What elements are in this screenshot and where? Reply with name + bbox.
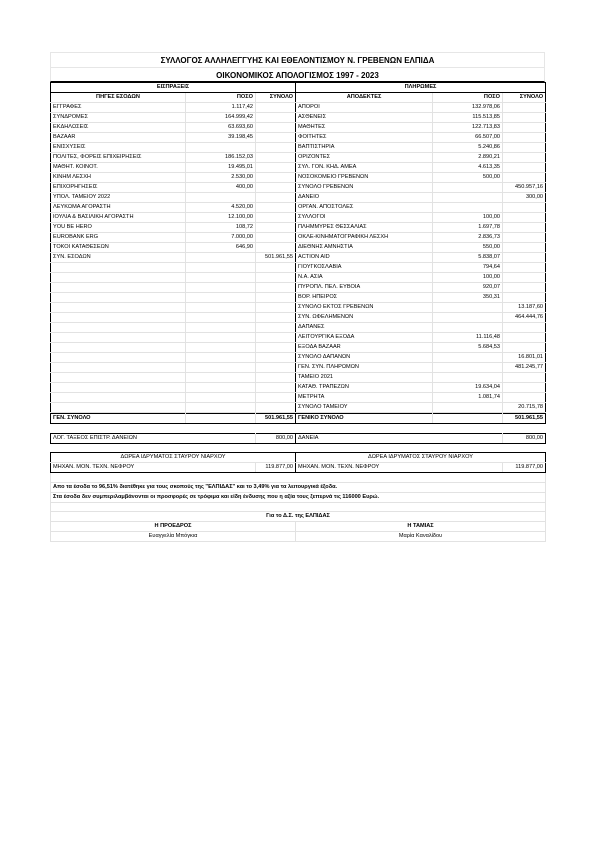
loans-left-label: ΛΟΓ. ΤΑΞΕΟΣ ΕΠΙΣΤΡ. ΔΑΝΕΙΩΝ xyxy=(51,433,256,443)
income-source-cell: ΚΙΝΗΜ ΛΕΣΧΗ xyxy=(51,173,186,183)
payment-amount-cell: 100,00 xyxy=(433,213,503,223)
income-source-cell: ΕΓΓΡΑΦΕΣ xyxy=(51,103,186,113)
table-row xyxy=(51,263,546,273)
table-row xyxy=(51,353,546,363)
payment-amount-cell xyxy=(433,373,503,383)
payment-recipient-cell: ΓΕΝ. ΣΥΝ. ΠΛΗΡΩΜΩΝ xyxy=(296,363,433,373)
income-source-cell xyxy=(51,363,186,373)
income-amount-cell xyxy=(186,263,256,273)
payment-recipient-cell: ΣΥΝ. ΩΦΕΛΗΜΕΝΩΝ xyxy=(296,313,433,323)
payment-total-cell xyxy=(503,343,546,353)
income-amount-cell xyxy=(186,383,256,393)
income-amount-cell: 164.999,42 xyxy=(186,113,256,123)
income-amount-cell: 2.530,00 xyxy=(186,173,256,183)
income-total-cell xyxy=(256,193,296,203)
loans-right-label: ΔΑΝΕΙΑ xyxy=(296,433,503,443)
income-source-cell: ΙΟΥΛΙΑ & ΒΑΣΙΛΙΚΗ ΑΓΟΡΑΣΤΗ xyxy=(51,213,186,223)
income-amount-cell xyxy=(186,343,256,353)
payment-amount-cell xyxy=(433,193,503,203)
payment-recipient-cell: ΔΑΠΑΝΕΣ xyxy=(296,323,433,333)
payment-total-cell xyxy=(503,103,546,113)
payment-total-cell xyxy=(503,373,546,383)
income-source-cell: ΕΠΙΧΟΡΗΓΗΣΕΙΣ xyxy=(51,183,186,193)
payment-total-cell xyxy=(503,243,546,253)
payment-recipient-cell: ΓΙΟΥΓΚΟΣΛΑΒΙΑ xyxy=(296,263,433,273)
table-row xyxy=(51,363,546,373)
income-amount-cell: 19.495,01 xyxy=(186,163,256,173)
note-in-kind: Στα έσοδα δεν συμπεριλαμβάνονται οι προσφορές σε τρόφιμα και είδη ένδυσης που η αξία τους ξεπερνά τις 116000 Ευρώ. xyxy=(51,492,546,502)
payment-recipient-cell: ΣΥΝΟΛΟ ΔΑΠΑΝΩΝ xyxy=(296,353,433,363)
table-row xyxy=(51,163,546,173)
payments-grand-total-value: 501.961,55 xyxy=(503,414,546,424)
payment-total-cell xyxy=(503,203,546,213)
payment-total-cell xyxy=(503,233,546,243)
payment-total-cell xyxy=(503,263,546,273)
income-source-cell: ΛΕΥΚΩΜΑ ΑΓΟΡΑΣΤΗ xyxy=(51,203,186,213)
donation-left-value: 119.877,00 xyxy=(256,463,296,473)
income-amount-cell xyxy=(186,283,256,293)
income-amount-cell xyxy=(186,193,256,203)
payment-total-cell xyxy=(503,113,546,123)
income-source-cell xyxy=(51,343,186,353)
income-total-cell xyxy=(256,303,296,313)
payment-recipient-cell: Ν.Α. ΑΣΙΑ xyxy=(296,273,433,283)
donation-right-heading: ΔΩΡΕΑ ΙΔΡΥΜΑΤΟΣ ΣΤΑΥΡΟΥ ΝΙΑΡΧΟΥ xyxy=(296,453,546,463)
payment-total-cell: 13.187,60 xyxy=(503,303,546,313)
income-total-cell xyxy=(256,313,296,323)
table-row xyxy=(51,233,546,243)
payment-total-cell xyxy=(503,293,546,303)
income-source-cell xyxy=(51,283,186,293)
income-amount-cell xyxy=(186,373,256,383)
income-total-cell xyxy=(256,123,296,133)
payment-recipient-cell: ΒΑΠΤΙΣΤΗΡΙΑ xyxy=(296,143,433,153)
income-source-cell: ΠΟΛΙΤΕΣ, ΦΟΡΕΙΣ ΕΠΙΧΕΙΡΗΣΕΙΣ xyxy=(51,153,186,163)
payment-amount-cell: 550,00 xyxy=(433,243,503,253)
payment-recipient-cell: ΟΡΓΑΝ. ΑΠΟΣΤΟΛΕΣ xyxy=(296,203,433,213)
income-total-cell xyxy=(256,263,296,273)
payment-amount-cell xyxy=(433,363,503,373)
payment-recipient-cell: ACTION AID xyxy=(296,253,433,263)
payment-amount-cell: 122.713,83 xyxy=(433,123,503,133)
income-source-cell xyxy=(51,333,186,343)
payment-recipient-cell: ΜΕΤΡΗΤΑ xyxy=(296,393,433,403)
payment-amount-cell xyxy=(433,303,503,313)
income-total-cell xyxy=(256,403,296,413)
income-amount-cell: 646,90 xyxy=(186,243,256,253)
income-total-cell xyxy=(256,323,296,333)
table-row xyxy=(51,303,546,313)
table-row xyxy=(51,143,546,153)
income-total-cell xyxy=(256,233,296,243)
income-amount-cell: 39.198,45 xyxy=(186,133,256,143)
income-amount-cell: 108,72 xyxy=(186,223,256,233)
payment-total-cell xyxy=(503,143,546,153)
table-row xyxy=(51,113,546,123)
payment-amount-cell xyxy=(433,203,503,213)
income-total-cell xyxy=(256,103,296,113)
column-header-row xyxy=(51,93,546,103)
income-amount-cell: 186.152,03 xyxy=(186,153,256,163)
table-row xyxy=(51,253,546,263)
payment-total-cell xyxy=(503,223,546,233)
income-amount-cell xyxy=(186,323,256,333)
payment-recipient-cell: ΑΣΘΕΝΕΙΣ xyxy=(296,113,433,123)
payment-recipient-cell: ΜΑΘΗΤΕΣ xyxy=(296,123,433,133)
payment-total-cell: 450.957,16 xyxy=(503,183,546,193)
donation-right-value: 119.877,00 xyxy=(503,463,546,473)
payment-total-cell xyxy=(503,383,546,393)
payment-recipient-cell: ΕΞΟΔΑ BAZAAR xyxy=(296,343,433,353)
payment-amount-cell: 5.684,53 xyxy=(433,343,503,353)
table-row xyxy=(51,203,546,213)
income-total-cell xyxy=(256,343,296,353)
payment-amount-cell: 4.613,35 xyxy=(433,163,503,173)
income-source-cell xyxy=(51,313,186,323)
income-total-cell xyxy=(256,113,296,123)
payments-section-label: ΠΛΗΡΩΜΕΣ xyxy=(296,83,546,93)
loans-left-value: 800,00 xyxy=(256,433,296,443)
income-source-cell: EUROBANK ERG xyxy=(51,233,186,243)
payment-total-cell xyxy=(503,333,546,343)
income-source-cell xyxy=(51,263,186,273)
president-name: Ευαγγελία Μπόγκια xyxy=(51,532,296,542)
table-row xyxy=(51,243,546,253)
income-amount-cell xyxy=(186,363,256,373)
payment-amount-cell: 350,31 xyxy=(433,293,503,303)
payment-total-cell xyxy=(503,213,546,223)
payment-total-cell xyxy=(503,123,546,133)
income-amount-cell: 7.000,00 xyxy=(186,233,256,243)
payment-recipient-cell: ΟΡΙΖΟΝΤΕΣ xyxy=(296,153,433,163)
payment-total-cell xyxy=(503,273,546,283)
payment-recipient-cell: ΦΟΙΤΗΤΕΣ xyxy=(296,133,433,143)
income-total-cell xyxy=(256,273,296,283)
income-source-cell xyxy=(51,383,186,393)
payment-amount-cell: 500,00 xyxy=(433,173,503,183)
income-total-cell xyxy=(256,373,296,383)
payment-total-cell xyxy=(503,393,546,403)
payment-total-cell: 481.245,77 xyxy=(503,363,546,373)
payments-col-recipient: ΑΠΟΔΕΚΤΕΣ xyxy=(296,93,433,103)
income-source-cell: ΥΠΟΛ. ΤΑΜΕΙΟΥ 2022 xyxy=(51,193,186,203)
board-signature-line: Για το Δ.Σ. της ΕΛΠΙΔΑΣ xyxy=(51,512,546,522)
treasurer-title: Η ΤΑΜΙΑΣ xyxy=(296,522,546,532)
table-row xyxy=(51,103,546,113)
income-amount-cell xyxy=(186,353,256,363)
donation-left-heading: ΔΩΡΕΑ ΙΔΡΥΜΑΤΟΣ ΣΤΑΥΡΟΥ ΝΙΑΡΧΟΥ xyxy=(51,453,296,463)
loans-right-value: 800,00 xyxy=(503,433,546,443)
table-row xyxy=(51,333,546,343)
payment-amount-cell: 2.836,73 xyxy=(433,233,503,243)
table-row xyxy=(51,193,546,203)
income-amount-cell xyxy=(186,143,256,153)
president-title: Η ΠΡΟΕΔΡΟΣ xyxy=(51,522,296,532)
income-source-cell xyxy=(51,293,186,303)
income-source-cell: BAZAAR xyxy=(51,133,186,143)
income-total-cell xyxy=(256,243,296,253)
payment-recipient-cell: ΣΥΝΟΛΟ ΓΡΕΒΕΝΩΝ xyxy=(296,183,433,193)
table-row xyxy=(51,293,546,303)
income-total-cell xyxy=(256,383,296,393)
payment-amount-cell: 19.634,04 xyxy=(433,383,503,393)
payment-recipient-cell: ΣΥΛ. ΓΟΝ. ΚΗΔ. ΑΜΕΑ xyxy=(296,163,433,173)
income-amount-cell xyxy=(186,303,256,313)
payment-recipient-cell: ΣΥΝΟΛΟ ΕΚΤΟΣ ΓΡΕΒΕΝΩΝ xyxy=(296,303,433,313)
loans-row xyxy=(51,433,546,443)
table-row xyxy=(51,123,546,133)
payment-total-cell xyxy=(503,133,546,143)
income-source-cell: ΣΥΝ. ΕΣΟΔΩΝ xyxy=(51,253,186,263)
table-row xyxy=(51,153,546,163)
income-total-cell xyxy=(256,173,296,183)
report-title: ΟΙΚΟΝΟΜΙΚΟΣ ΑΠΟΛΟΓΙΣΜΟΣ 1997 - 2023 xyxy=(50,67,545,82)
payment-recipient-cell: ΛΕΙΤΟΥΡΓΙΚΑ ΕΞΟΔΑ xyxy=(296,333,433,343)
income-amount-cell xyxy=(186,393,256,403)
payment-recipient-cell: ΠΛΗΜΜΥΡΕΣ ΘΕΣΣΑΛΙΑΣ xyxy=(296,223,433,233)
payments-grand-total-label: ΓΕΝΙΚΟ ΣΥΝΟΛΟ xyxy=(296,414,433,424)
payment-total-cell: 20.715,78 xyxy=(503,403,546,413)
payment-amount-cell: 1.697,78 xyxy=(433,223,503,233)
payment-total-cell: 16.801,01 xyxy=(503,353,546,363)
payment-recipient-cell: ΚΑΤΑΘ. ΤΡΑΠΕΖΩΝ xyxy=(296,383,433,393)
payment-recipient-cell: ΤΑΜΕΙΟ 2021 xyxy=(296,373,433,383)
income-total-cell xyxy=(256,223,296,233)
payment-amount-cell: 920,07 xyxy=(433,283,503,293)
table-row xyxy=(51,173,546,183)
table-row xyxy=(51,133,546,143)
income-amount-cell xyxy=(186,403,256,413)
table-row xyxy=(51,403,546,413)
table-row xyxy=(51,273,546,283)
donation-left-label: ΜΗΧΑΝ. ΜΟΝ. ΤΕΧΝ. ΝΕΦΡΟΥ xyxy=(51,463,256,473)
table-row xyxy=(51,383,546,393)
income-source-cell xyxy=(51,373,186,383)
income-source-cell: ΤΟΚΟΙ ΚΑΤΑΘΕΣΕΩΝ xyxy=(51,243,186,253)
income-total-cell xyxy=(256,363,296,373)
income-source-cell xyxy=(51,273,186,283)
payment-total-cell xyxy=(503,323,546,333)
income-total-cell xyxy=(256,183,296,193)
income-total-cell: 501.961,55 xyxy=(256,253,296,263)
income-amount-cell xyxy=(186,313,256,323)
payment-amount-cell: 11.116,48 xyxy=(433,333,503,343)
payment-total-cell: 464.444,76 xyxy=(503,313,546,323)
payment-recipient-cell: ΠΥΡΟΠΛ. ΠΕΛ. ΕΥΒΟΙΑ xyxy=(296,283,433,293)
income-source-cell xyxy=(51,323,186,333)
payment-total-cell xyxy=(503,283,546,293)
table-row xyxy=(51,313,546,323)
grand-total-table xyxy=(50,413,546,542)
payment-total-cell xyxy=(503,163,546,173)
donation-heading-row xyxy=(51,453,546,463)
income-col-total: ΣΥΝΟΛΟ xyxy=(256,93,296,103)
income-source-cell xyxy=(51,403,186,413)
payment-amount-cell xyxy=(433,403,503,413)
income-col-source: ΠΗΓΕΣ ΕΣΟΔΩΝ xyxy=(51,93,186,103)
ledger-table xyxy=(50,82,546,413)
income-amount-cell: 63.693,60 xyxy=(186,123,256,133)
grand-total-row xyxy=(51,414,546,424)
income-grand-total-value: 501.961,55 xyxy=(256,414,296,424)
payment-recipient-cell: ΣΥΝΟΛΟ ΤΑΜΕΙΟΥ xyxy=(296,403,433,413)
income-section-label: ΕΙΣΠΡΑΞΕΙΣ xyxy=(51,83,296,93)
income-source-cell xyxy=(51,303,186,313)
payment-recipient-cell: ΔΑΝΕΙΟ xyxy=(296,193,433,203)
income-total-cell xyxy=(256,293,296,303)
income-source-cell: YOU BE HERO xyxy=(51,223,186,233)
income-total-cell xyxy=(256,143,296,153)
payments-col-amount: ΠΟΣΟ xyxy=(433,93,503,103)
income-total-cell xyxy=(256,283,296,293)
payment-amount-cell: 100,00 xyxy=(433,273,503,283)
payment-amount-cell xyxy=(433,323,503,333)
table-row xyxy=(51,183,546,193)
income-amount-cell: 4.520,00 xyxy=(186,203,256,213)
income-amount-cell xyxy=(186,333,256,343)
payment-recipient-cell: ΟΚΛΕ-ΚΙΝΗΜΑΤΟΓΡΑΦΙΚΗ ΛΕΣΧΗ xyxy=(296,233,433,243)
payment-amount-cell: 132.978,06 xyxy=(433,103,503,113)
section-header-row xyxy=(51,83,546,93)
table-row xyxy=(51,343,546,353)
payment-amount-cell: 5.240,86 xyxy=(433,143,503,153)
income-total-cell xyxy=(256,163,296,173)
payment-amount-cell: 794,64 xyxy=(433,263,503,273)
payment-recipient-cell: ΑΠΟΡΟΙ xyxy=(296,103,433,113)
income-source-cell xyxy=(51,353,186,363)
income-amount-cell xyxy=(186,253,256,263)
table-row xyxy=(51,373,546,383)
income-source-cell: ΕΚΔΗΛΩΣΕΙΣ xyxy=(51,123,186,133)
table-row xyxy=(51,213,546,223)
table-row xyxy=(51,283,546,293)
income-total-cell xyxy=(256,393,296,403)
payment-amount-cell: 1.081,74 xyxy=(433,393,503,403)
income-total-cell xyxy=(256,133,296,143)
income-grand-total-label: ΓΕΝ. ΣΥΝΟΛΟ xyxy=(51,414,186,424)
payment-amount-cell xyxy=(433,313,503,323)
treasurer-name: Μαρία Καναλίδου xyxy=(296,532,546,542)
income-total-cell xyxy=(256,203,296,213)
payment-amount-cell: 66.507,00 xyxy=(433,133,503,143)
income-col-amount: ΠΟΣΟ xyxy=(186,93,256,103)
payment-amount-cell: 5.838,07 xyxy=(433,253,503,263)
payment-amount-cell: 2.890,21 xyxy=(433,153,503,163)
donation-row xyxy=(51,463,546,473)
note-percentages: Απο τα έσοδα το 96,51% διατέθηκε για τους σκοπούς της "ΕΛΠΙΔΑΣ" και το 3,49% για τα λειτουργικά έξοδα. xyxy=(51,482,546,492)
payment-total-cell xyxy=(503,153,546,163)
payments-col-total: ΣΥΝΟΛΟ xyxy=(503,93,546,103)
payment-recipient-cell: ΝΟΣΟΚΟΜΕΙΟ ΓΡΕΒΕΝΩΝ xyxy=(296,173,433,183)
payment-recipient-cell: ΣΥΛΛΟΓΟΙ xyxy=(296,213,433,223)
income-amount-cell xyxy=(186,273,256,283)
table-row xyxy=(51,323,546,333)
org-title: ΣΥΛΛΟΓΟΣ ΑΛΛΗΛΕΓΓΥΗΣ ΚΑΙ ΕΘΕΛΟΝΤΙΣΜΟΥ Ν. ΓΡΕΒΕΝΩΝ ΕΛΠΙΔΑ xyxy=(50,52,545,67)
financial-report-sheet xyxy=(50,52,545,542)
income-amount-cell: 12.100,00 xyxy=(186,213,256,223)
income-amount-cell xyxy=(186,293,256,303)
income-source-cell: ΣΥΝΔΡΟΜΕΣ xyxy=(51,113,186,123)
income-amount-cell: 1.117,42 xyxy=(186,103,256,113)
payment-amount-cell: 115.513,85 xyxy=(433,113,503,123)
payment-total-cell xyxy=(503,173,546,183)
payment-amount-cell xyxy=(433,183,503,193)
income-source-cell: ΜΑΘΗΤ. ΚΟΙΝΟΤ. xyxy=(51,163,186,173)
income-total-cell xyxy=(256,333,296,343)
income-total-cell xyxy=(256,153,296,163)
income-total-cell xyxy=(256,213,296,223)
income-source-cell xyxy=(51,393,186,403)
table-row xyxy=(51,393,546,403)
table-row xyxy=(51,223,546,233)
payment-recipient-cell: ΒΟΡ. ΗΠΕΙΡΟΣ xyxy=(296,293,433,303)
donation-right-label: ΜΗΧΑΝ. ΜΟΝ. ΤΕΧΝ. ΝΕΦΡΟΥ xyxy=(296,463,503,473)
payment-recipient-cell: ΔΙΕΘΝΗΣ ΑΜΝΗΣΤΙΑ xyxy=(296,243,433,253)
income-amount-cell: 400,00 xyxy=(186,183,256,193)
income-source-cell: ΕΝΙΣΧΥΣΕΙΣ xyxy=(51,143,186,153)
payment-amount-cell xyxy=(433,353,503,363)
payment-total-cell: 300,00 xyxy=(503,193,546,203)
income-total-cell xyxy=(256,353,296,363)
payment-total-cell xyxy=(503,253,546,263)
